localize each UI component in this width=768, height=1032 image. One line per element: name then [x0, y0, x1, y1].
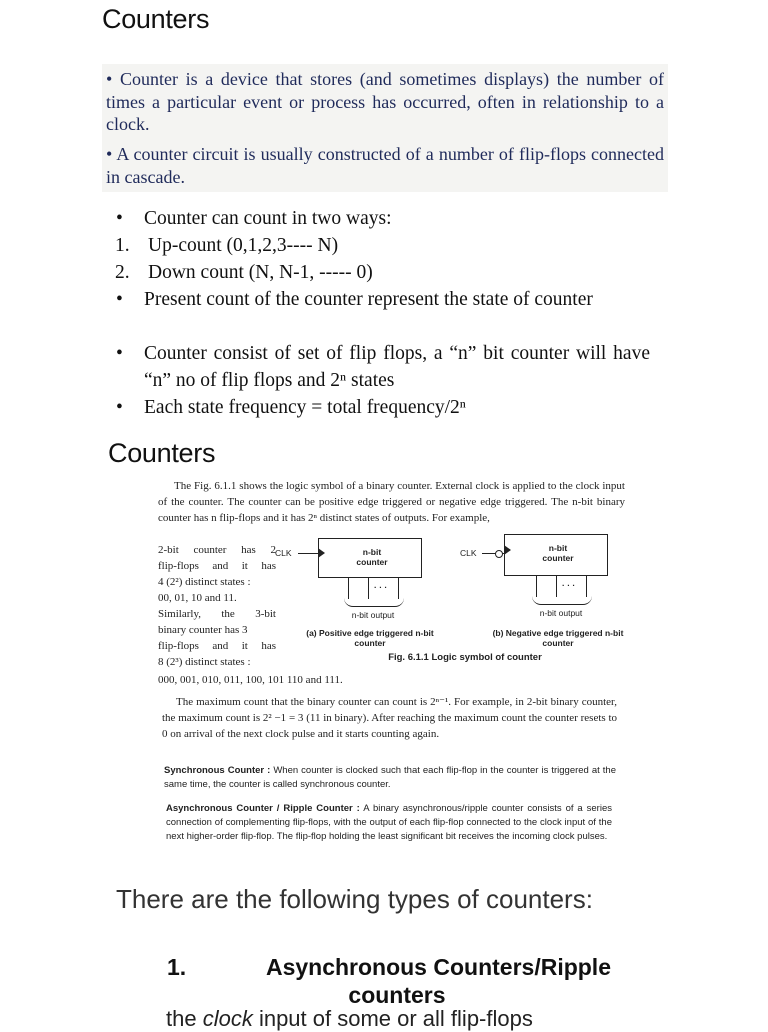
definition-bullet-2: • A counter circuit is usually constructed of a number of flip-flops connected in cascade.	[106, 144, 664, 187]
states-line: 000, 001, 010, 011, 100, 101 110 and 111.	[158, 674, 343, 686]
section-title-2: Counters	[108, 438, 216, 468]
counter-type-heading: 1. Asynchronous Counters/Ripple counters	[167, 954, 611, 1008]
max-count-paragraph: The maximum count that the binary counter can count is 2ⁿ⁻¹. For example, in 2-bit binary counter, the maximum count is 2² −1 = 3 (11 in binary). After reaching the maximum count the counter resets to 0 on arrival of the next clock pulse and it starts counting again.	[162, 696, 617, 740]
asynchronous-counter-def: Asynchronous Counter / Ripple Counter : A binary asynchronous/ripple counter consists of a series connection of complementing flip-flops, with the output of each flip-flop connected to the clock input of the next higher-order flip-flop. The flip-flop holding the least significant bit receives the incoming clock pulses.	[166, 803, 612, 842]
counter-facts-list: • Counter can count in two ways: 1. Up-count (0,1,2,3---- N) 2. Down count (N, N-1, ----- 0) • Present count of the counter represent the state of counter • Counter consist of set of flip flops, a “n” bit counter will have “n” no of flip flops and 2ⁿ states • Each state frequency = total frequency/2ⁿ	[115, 208, 650, 418]
clk-label-b: CLK	[460, 548, 477, 558]
section-title-1: Counters	[102, 4, 210, 34]
clk-line-a	[298, 553, 318, 554]
negation-bubble-icon	[495, 550, 503, 558]
synchronous-counter-def: Synchronous Counter : When counter is clocked such that each flip-flop in the counter is triggered at the same time, the counter is called synchronous counter.	[164, 765, 617, 790]
output-brace-b	[532, 596, 592, 605]
cut-off-line: the clock input of some or all flip-flops	[166, 1006, 533, 1031]
caption-a: (a) Positive edge triggered n-bit counter	[306, 628, 434, 648]
left-column-text: 2-bit counter has 2 flip-flops and it has 4 (2²) distinct states : 00, 01, 10 and 11. Similarly, the 3-bit binary counter has 3 flip-flops and it has 8 (2³) distinct states :	[158, 544, 276, 668]
figure-caption: Fig. 6.1.1 Logic symbol of counter	[388, 652, 542, 663]
logic-symbol-diagram: CLK n-bit counter · · · n-bit output (a) Positive edge triggered n-bit counter CLK n-bit counter · · · n-bit output (b) Negative edge triggered n-bit counter Fig. 6.1.1 Logic symbol of counter	[270, 530, 630, 670]
clk-label-a: CLK	[275, 548, 292, 558]
counter-box-a: n-bit counter	[318, 538, 422, 578]
output-brace-a	[344, 598, 404, 607]
counter-box-b: n-bit counter	[504, 534, 608, 576]
types-heading: There are the following types of counters:	[116, 884, 593, 914]
edge-trigger-icon	[318, 548, 325, 558]
caption-b: (b) Negative edge triggered n-bit counter	[492, 628, 624, 648]
definition-bullet-1: • Counter is a device that stores (and sometimes displays) the number of times a particular event or process has occurred, often in relationship to a clock.	[106, 69, 664, 134]
intro-paragraph: The Fig. 6.1.1 shows the logic symbol of a binary counter. External clock is applied to the clock input of the counter. The counter can be positive edge triggered or negative edge triggered. The n-bit binary counter has n flip-flops and it has 2ⁿ distinct states of outputs. For example,	[158, 480, 625, 524]
